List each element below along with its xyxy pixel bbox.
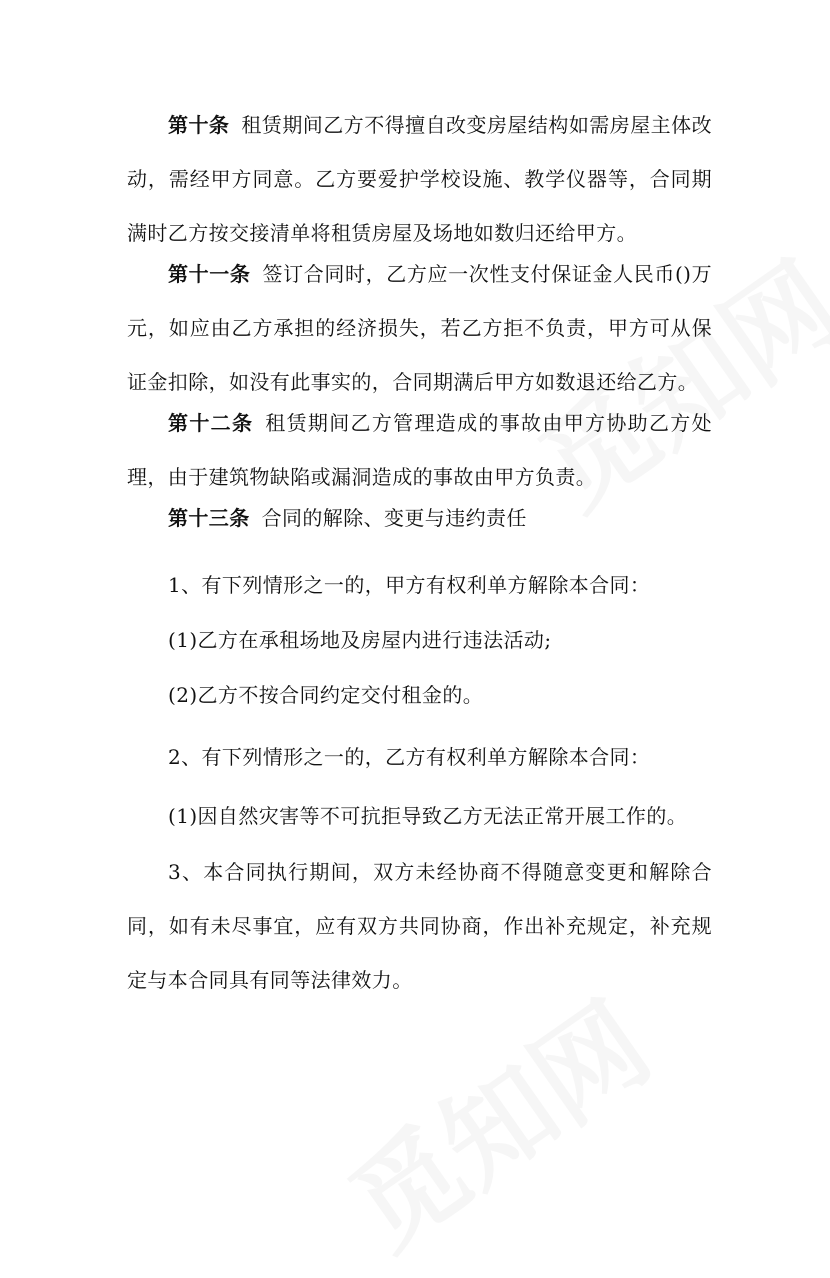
clause-text: (1)因自然灾害等不可抗拒导致乙方无法正常开展工作的。 (168, 804, 688, 828)
article-text: 租赁期间乙方管理造成的事故由甲方协助乙方处理，由于建筑物缺陷或漏洞造成的事故由甲方负责。 (127, 411, 712, 489)
article-heading: 第十一条 (168, 262, 251, 286)
clause-2 (127, 730, 712, 784)
article-heading: 第十三条 (168, 506, 250, 530)
clause-text: 2、有下列情形之一的，乙方有权利单方解除本合同： (168, 745, 651, 769)
clause-text: 3、本合同执行期间，双方未经协商不得随意变更和解除合同，如有未尽事宜，应有双方共同协商，作出补充规定，补充规定与本合同具有同等法律效力。 (127, 860, 712, 992)
clause-1 (127, 558, 712, 612)
clause-3 (127, 845, 712, 1007)
clause-1-item-1 (127, 613, 712, 667)
clause-text: (1)乙方在承租场地及房屋内进行违法活动; (168, 628, 552, 652)
clause-text: (2)乙方不按合同约定交付租金的。 (168, 683, 484, 707)
article-heading: 第十二条 (168, 411, 254, 435)
clause-1-item-2 (127, 668, 712, 722)
clause-2-item-1 (127, 789, 712, 843)
article-text: 租赁期间乙方不得擅自改变房屋结构如需房屋主体改动，需经甲方同意。乙方要爱护学校设施、教学仪器等，合同期满时乙方按交接清单将租赁房屋及场地如数归还给甲方。 (127, 113, 713, 245)
article-10 (127, 98, 712, 260)
article-heading: 第十条 (168, 113, 230, 137)
watermark (315, 960, 676, 1278)
clause-text: 1、有下列情形之一的，甲方有权利单方解除本合同： (168, 573, 651, 597)
article-13 (127, 491, 712, 545)
article-text: 签订合同时，乙方应一次性支付保证金人民币()万元，如应由乙方承担的经济损失，若乙方拒不负责，甲方可从保证金扣除，如没有此事实的，合同期满后甲方如数退还给乙方。 (127, 262, 712, 394)
article-12 (127, 396, 712, 504)
article-text: 合同的解除、变更与违约责任 (261, 506, 527, 530)
article-11 (127, 247, 712, 409)
